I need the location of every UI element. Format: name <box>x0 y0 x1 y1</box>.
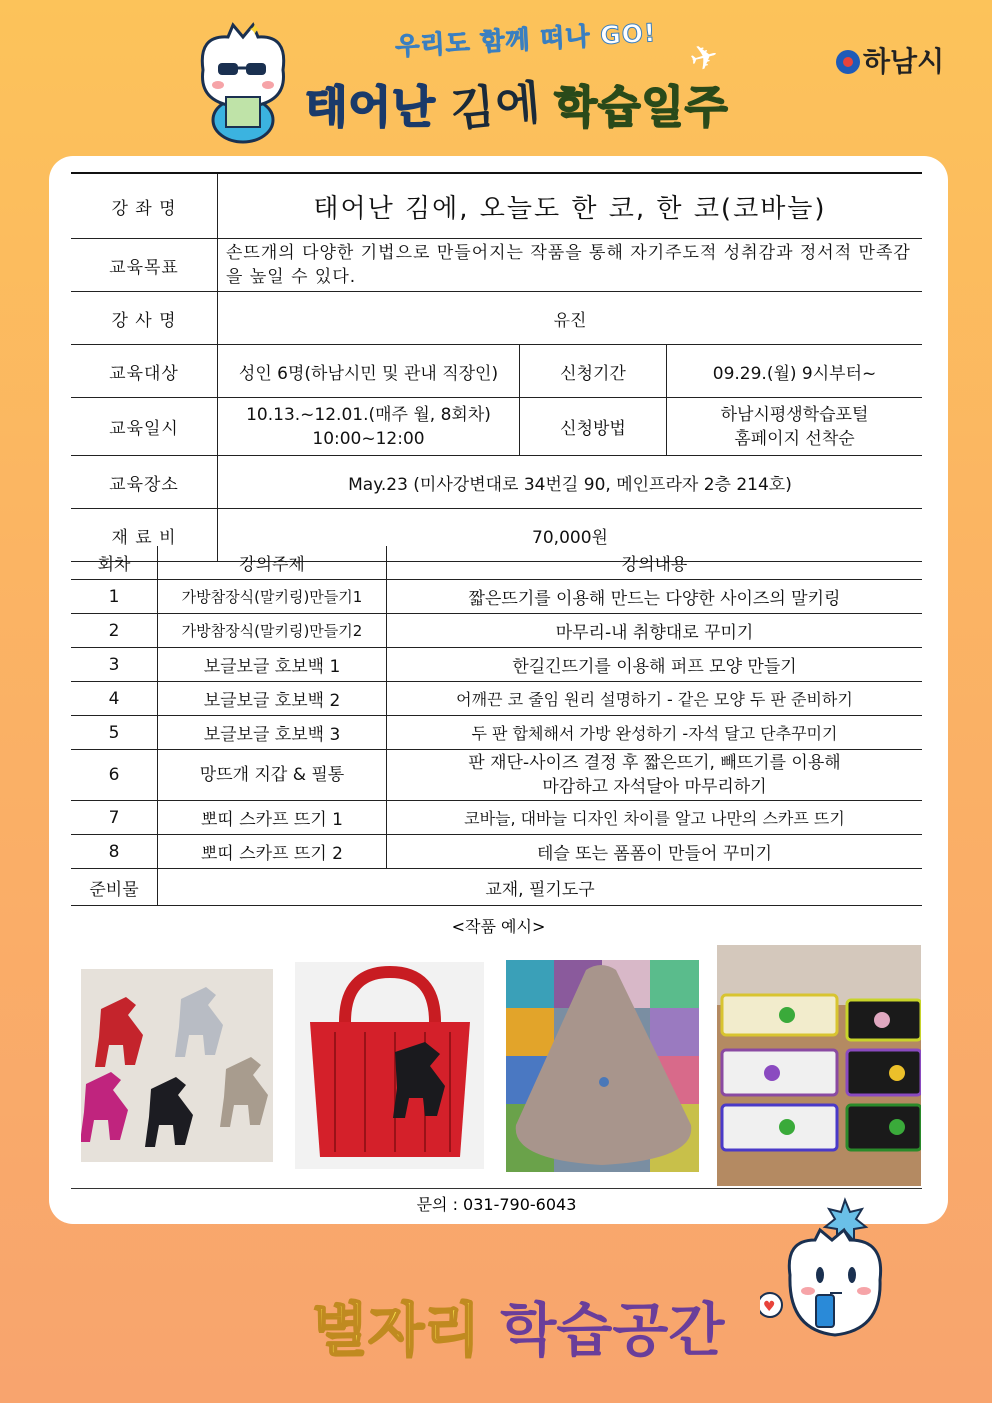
session-no: 3 <box>71 648 158 682</box>
apply-method-line2: 홈페이지 선착순 <box>734 428 855 449</box>
footer-brand-a: 별자리 <box>312 1296 481 1364</box>
session-topic: 가방참장식(말키링)만들기1 <box>158 580 387 614</box>
session-topic: 뽀띠 스카프 뜨기 2 <box>158 835 387 869</box>
session-content: 한길긴뜨기를 이용해 퍼프 모양 만들기 <box>387 648 923 682</box>
course-name-label: 강 좌 명 <box>71 173 218 239</box>
content-card <box>49 156 948 1224</box>
session-no: 6 <box>71 750 158 801</box>
materials-value: 교재, 필기도구 <box>158 869 923 906</box>
goal-text: 손뜨개의 다양한 기법으로 만들어지는 작품을 통해 자기주도적 성취감과 정서적 만족감을 높일 수 있다. <box>218 239 923 292</box>
fee-label: 재 료 비 <box>71 509 218 562</box>
apply-period-value: 09.29.(월) 9시부터~ <box>667 345 923 398</box>
schedule-value <box>218 398 520 456</box>
session-topic: 망뜨개 지갑 & 필통 <box>158 750 387 801</box>
target-label: 교육대상 <box>71 345 218 398</box>
instructor-label: 강 사 명 <box>71 292 218 345</box>
photo-mesh-wallets <box>717 945 921 1186</box>
photo-hobo-bag <box>506 960 699 1172</box>
session-row <box>71 835 922 869</box>
session-topic: 보글보글 호보백 3 <box>158 716 387 750</box>
session-topic: 보글보글 호보백 1 <box>158 648 387 682</box>
program-title <box>305 70 728 136</box>
goal-label: 교육목표 <box>71 239 218 292</box>
session-content-line1: 판 재단-사이즈 결정 후 짧은뜨기, 빼뜨기를 이용해 <box>468 753 841 773</box>
session-row <box>71 801 922 835</box>
materials-row <box>71 869 922 906</box>
session-content: 마무리-내 취향대로 꾸미기 <box>387 614 923 648</box>
session-content-line2: 마감하고 자석달아 마무리하기 <box>542 777 767 797</box>
apply-method-value <box>667 398 923 456</box>
place-label: 교육장소 <box>71 456 218 509</box>
session-content: 두 판 합체해서 가방 완성하기 -자석 달고 단추꾸미기 <box>387 716 923 750</box>
hanam-logo-icon <box>836 50 860 74</box>
photo-red-bag <box>295 962 484 1169</box>
course-name: 태어난 김에, 오늘도 한 코, 한 코(코바늘) <box>218 173 923 239</box>
session-topic: 가방참장식(말키링)만들기2 <box>158 614 387 648</box>
instructor-name: 유진 <box>218 292 923 345</box>
gallery-caption: <작품 예시> <box>451 917 546 936</box>
session-row <box>71 682 922 716</box>
session-content: 테슬 또는 폼폼이 만들어 꾸미기 <box>387 835 923 869</box>
svg-text:♥: ♥ <box>763 1299 776 1315</box>
session-content <box>387 750 923 801</box>
tagline: 우리도 함께 떠나 GO! <box>394 18 658 61</box>
session-no: 5 <box>71 716 158 750</box>
session-row <box>71 750 922 801</box>
session-content: 코바늘, 대바늘 디자인 차이를 알고 나만의 스카프 뜨기 <box>387 801 923 835</box>
apply-method-label: 신청방법 <box>520 398 667 456</box>
session-content: 짧은뜨기를 이용해 만드는 다양한 사이즈의 말키링 <box>387 580 923 614</box>
header-topic: 강의주제 <box>158 546 387 580</box>
photo-horse-keyrings <box>81 969 273 1162</box>
session-no: 7 <box>71 801 158 835</box>
footer-brand <box>312 1283 724 1367</box>
title-part-3: 학습일주 <box>554 82 729 133</box>
airplane-icon: ✈ <box>685 34 724 82</box>
apply-period-label: 신청기간 <box>520 345 667 398</box>
session-table <box>71 546 922 906</box>
page-header <box>0 0 992 155</box>
schedule-label: 교육일시 <box>71 398 218 456</box>
session-row <box>71 648 922 682</box>
target-value: 성인 6명(하남시민 및 관내 직장인) <box>218 345 520 398</box>
schedule-dates: 10.13.~12.01.(매주 월, 8회차) <box>246 404 491 425</box>
course-info-table <box>71 172 922 562</box>
header-session: 회차 <box>71 546 158 580</box>
fee-value: 70,000원 <box>218 509 923 562</box>
hanam-logo-text: 하남시 <box>863 45 945 78</box>
session-row <box>71 716 922 750</box>
place-value: May.23 (미사강변대로 34번길 90, 메인프라자 2층 214호) <box>218 456 923 509</box>
mascot-phone <box>760 1195 910 1365</box>
apply-method-line1: 하남시평생학습포털 <box>720 404 869 425</box>
session-no: 1 <box>71 580 158 614</box>
session-no: 2 <box>71 614 158 648</box>
hanam-logo <box>836 40 944 80</box>
session-no: 4 <box>71 682 158 716</box>
session-topic: 보글보글 호보백 2 <box>158 682 387 716</box>
session-row <box>71 580 922 614</box>
schedule-time: 10:00~12:00 <box>312 428 425 449</box>
materials-label: 준비물 <box>71 869 158 906</box>
header-content: 강의내용 <box>387 546 923 580</box>
session-no: 8 <box>71 835 158 869</box>
session-row <box>71 614 922 648</box>
session-topic: 뽀띠 스카프 뜨기 1 <box>158 801 387 835</box>
title-part-2: 김에 <box>447 75 543 137</box>
svg-text:✦: ✦ <box>248 20 262 39</box>
session-content: 어깨끈 코 줄임 원리 설명하기 - 같은 모양 두 판 준비하기 <box>387 682 923 716</box>
contact-info: 문의 : 031-790-6043 <box>71 1188 922 1221</box>
mascot-traveler <box>188 15 298 145</box>
footer-brand-b: 학습공간 <box>500 1296 725 1364</box>
title-part-1: 태어난 <box>305 82 436 133</box>
